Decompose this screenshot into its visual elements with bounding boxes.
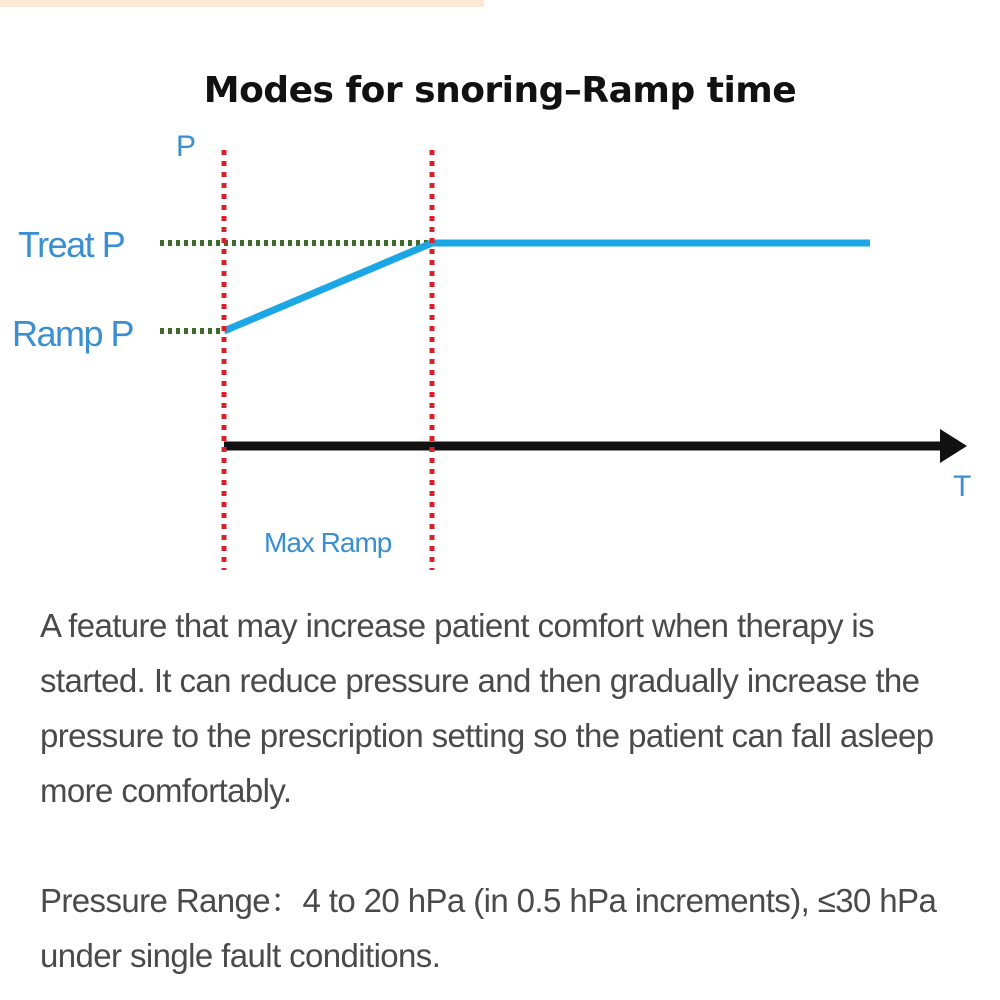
feature-description: A feature that may increase patient comfort when therapy is started. It can reduce pressure and then gradually increase the pressure to the prescription setting so the patient can fall asleep more comfortably. bbox=[40, 607, 934, 809]
max-ramp-label: Max Ramp bbox=[264, 527, 392, 558]
pressure-curve bbox=[224, 243, 870, 331]
time-axis-arrowhead bbox=[940, 429, 967, 463]
treat-pressure-label: Treat P bbox=[18, 224, 125, 265]
pressure-range-text: Pressure Range：4 to 20 hPa (in 0.5 hPa increments), ≤30 hPa under single fault conditions. bbox=[40, 882, 937, 974]
x-axis-label: T bbox=[953, 470, 972, 503]
y-axis-label: P bbox=[176, 130, 197, 163]
page-title: Modes for snoring–Ramp time bbox=[203, 70, 797, 111]
ramp-pressure-label: Ramp P bbox=[12, 313, 134, 354]
